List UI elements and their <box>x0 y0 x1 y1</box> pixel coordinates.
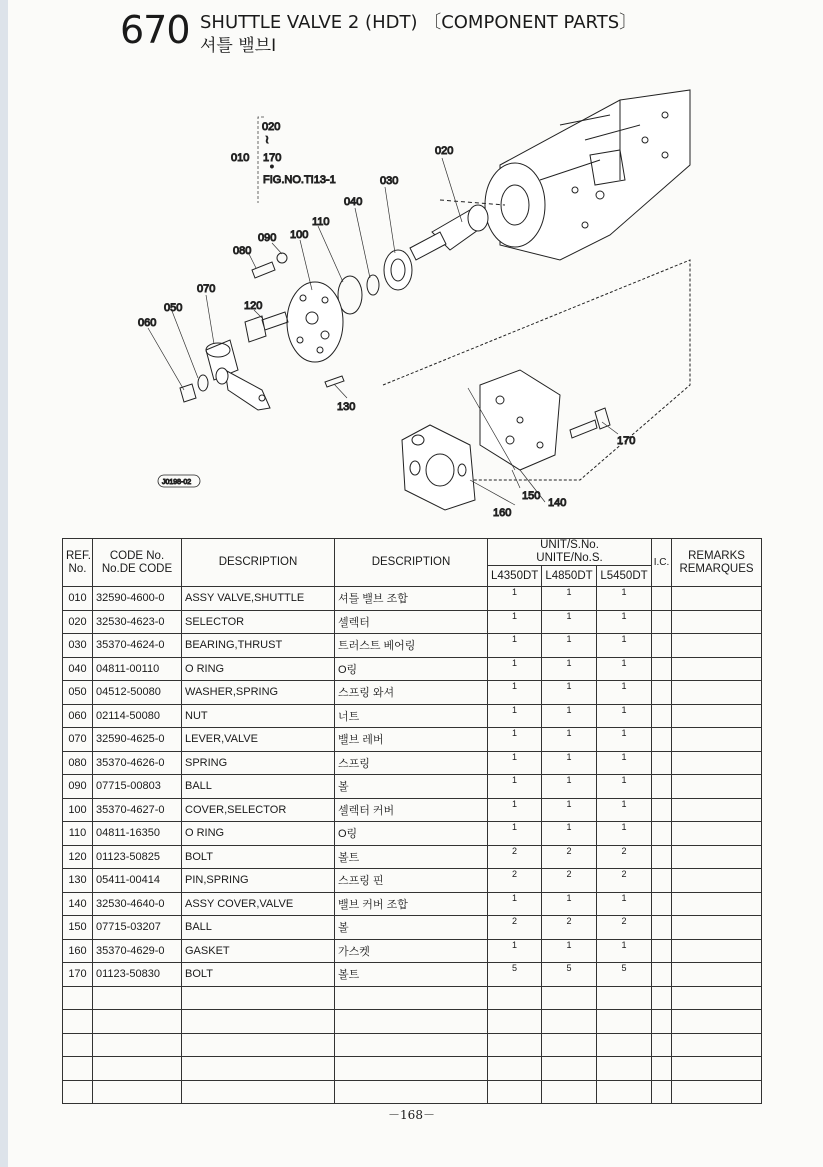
part-description-en: ASSY COVER,VALVE <box>182 892 335 916</box>
callout-020: 020 <box>435 145 454 157</box>
model-header-l4350dt: L4350DT <box>488 566 542 587</box>
empty-cell <box>335 1080 488 1104</box>
part-code: 01123-50825 <box>93 845 182 869</box>
part-ref: 130 <box>63 869 93 893</box>
callout-050: 050 <box>164 302 183 314</box>
part-description-ko: 스프링 핀 <box>335 869 488 893</box>
part-ref: 080 <box>63 751 93 775</box>
part-ref: 120 <box>63 845 93 869</box>
part-code: 32590-4600-0 <box>93 587 182 611</box>
spring-washer-drawing <box>198 375 208 391</box>
ic-cell <box>652 681 672 705</box>
code-header: CODE No. No.DE CODE <box>93 539 182 587</box>
callout-060: 060 <box>138 317 157 329</box>
qty-l5450dt: 1 <box>597 657 652 681</box>
remarks-cell <box>672 845 762 869</box>
qty-l4850dt: 1 <box>542 728 597 752</box>
remarks-cell <box>672 869 762 893</box>
part-code: 32590-4625-0 <box>93 728 182 752</box>
ic-cell <box>652 704 672 728</box>
qty-l4350dt: 2 <box>488 869 542 893</box>
ref-header: REF. No. <box>63 539 93 587</box>
empty-cell <box>672 1010 762 1034</box>
callout-040: 040 <box>344 196 363 208</box>
part-description-en: COVER,SELECTOR <box>182 798 335 822</box>
part-ref: 170 <box>63 963 93 987</box>
ic-cell <box>652 869 672 893</box>
table-row <box>63 845 762 869</box>
callout-090: 090 <box>258 232 277 244</box>
empty-cell <box>93 1033 182 1057</box>
qty-l4850dt: 1 <box>542 939 597 963</box>
part-ref: 110 <box>63 822 93 846</box>
part-description-en: PIN,SPRING <box>182 869 335 893</box>
parts-table <box>62 538 762 1104</box>
qty-l4350dt: 1 <box>488 892 542 916</box>
empty-cell <box>182 986 335 1010</box>
table-row <box>63 775 762 799</box>
part-ref: 070 <box>63 728 93 752</box>
callout-140: 140 <box>548 497 567 509</box>
qty-l4850dt: 1 <box>542 634 597 658</box>
empty-table-row <box>63 986 762 1010</box>
valve-cover-drawing <box>480 370 560 470</box>
remarks-cell <box>672 775 762 799</box>
part-ref: 020 <box>63 610 93 634</box>
qty-l5450dt: 1 <box>597 728 652 752</box>
remarks-cell <box>672 657 762 681</box>
qty-l5450dt: 2 <box>597 845 652 869</box>
part-code: 07715-00803 <box>93 775 182 799</box>
empty-table-row <box>63 1033 762 1057</box>
table-row <box>63 939 762 963</box>
part-code: 01123-50830 <box>93 963 182 987</box>
unit-header: UNIT/S.No. UNITE/No.S. <box>488 539 652 566</box>
empty-cell <box>63 986 93 1010</box>
table-row <box>63 634 762 658</box>
fig-reference: FIG.NO.TI13-1 <box>263 174 336 186</box>
qty-l5450dt: 1 <box>597 939 652 963</box>
qty-l4850dt: 1 <box>542 610 597 634</box>
qty-l5450dt: 1 <box>597 587 652 611</box>
qty-l4350dt: 2 <box>488 916 542 940</box>
bracket-dot: • <box>270 161 274 173</box>
part-code: 32530-4623-0 <box>93 610 182 634</box>
o-ring-small-drawing <box>367 275 379 295</box>
ic-cell <box>652 728 672 752</box>
part-code: 35370-4629-0 <box>93 939 182 963</box>
part-ref: 060 <box>63 704 93 728</box>
empty-cell <box>597 1010 652 1034</box>
empty-cell <box>672 1080 762 1104</box>
qty-l4350dt: 1 <box>488 798 542 822</box>
bracket-mid-label: 170 <box>263 152 282 164</box>
empty-cell <box>542 986 597 1010</box>
empty-cell <box>182 1080 335 1104</box>
part-description-en: O RING <box>182 657 335 681</box>
qty-l4850dt: 1 <box>542 775 597 799</box>
empty-cell <box>488 986 542 1010</box>
selector-drawing <box>410 205 488 260</box>
ic-header: I.C. <box>652 539 672 587</box>
empty-cell <box>488 1010 542 1034</box>
remarks-cell <box>672 963 762 987</box>
empty-cell <box>542 1033 597 1057</box>
ic-cell <box>652 587 672 611</box>
part-code: 04811-00110 <box>93 657 182 681</box>
empty-cell <box>672 1057 762 1081</box>
empty-cell <box>672 1033 762 1057</box>
part-ref: 140 <box>63 892 93 916</box>
part-description-en: WASHER,SPRING <box>182 681 335 705</box>
part-ref: 160 <box>63 939 93 963</box>
qty-l4350dt: 5 <box>488 963 542 987</box>
exploded-parts-diagram <box>0 0 823 530</box>
callout-070: 070 <box>197 283 216 295</box>
ic-cell <box>652 610 672 634</box>
spring-drawing <box>252 262 275 278</box>
empty-cell <box>182 1057 335 1081</box>
qty-l4850dt: 1 <box>542 681 597 705</box>
qty-l5450dt: 1 <box>597 775 652 799</box>
empty-cell <box>672 986 762 1010</box>
ic-cell <box>652 751 672 775</box>
ic-cell <box>652 798 672 822</box>
qty-l4350dt: 1 <box>488 728 542 752</box>
qty-l4850dt: 1 <box>542 587 597 611</box>
part-description-en: O RING <box>182 822 335 846</box>
empty-cell <box>335 986 488 1010</box>
empty-cell <box>542 1057 597 1081</box>
callout-170: 170 <box>617 435 636 447</box>
qty-l4850dt: 1 <box>542 657 597 681</box>
ic-cell <box>652 845 672 869</box>
qty-l4350dt: 1 <box>488 681 542 705</box>
callout-030: 030 <box>380 175 399 187</box>
empty-cell <box>63 1080 93 1104</box>
table-row <box>63 916 762 940</box>
callout-160: 160 <box>493 507 512 519</box>
empty-cell <box>652 1080 672 1104</box>
empty-cell <box>652 986 672 1010</box>
qty-l5450dt: 1 <box>597 610 652 634</box>
part-ref: 050 <box>63 681 93 705</box>
page-number: －168－ <box>388 1108 435 1122</box>
empty-cell <box>488 1033 542 1057</box>
remarks-cell <box>672 892 762 916</box>
part-description-ko: 볼 <box>335 916 488 940</box>
page-title: SHUTTLE VALVE 2 (HDT) 〔COMPONENT PARTS〕 <box>200 12 638 33</box>
part-description-ko: 셔틀 밸브 조합 <box>335 587 488 611</box>
part-description-en: ASSY VALVE,SHUTTLE <box>182 587 335 611</box>
description-en-header: DESCRIPTION <box>182 539 335 587</box>
qty-l4350dt: 1 <box>488 751 542 775</box>
part-description-en: BALL <box>182 916 335 940</box>
part-description-ko: 볼트 <box>335 845 488 869</box>
table-row <box>63 704 762 728</box>
callout-110: 110 <box>312 216 330 228</box>
callout-080: 080 <box>233 245 252 257</box>
qty-l4850dt: 1 <box>542 704 597 728</box>
drawing-code: J0198-02 <box>162 479 192 486</box>
remarks-cell <box>672 939 762 963</box>
empty-cell <box>63 1033 93 1057</box>
empty-cell <box>488 1080 542 1104</box>
part-description-ko: 스프링 와셔 <box>335 681 488 705</box>
qty-l5450dt: 1 <box>597 822 652 846</box>
qty-l4350dt: 1 <box>488 587 542 611</box>
empty-cell <box>597 1057 652 1081</box>
qty-l4350dt: 1 <box>488 775 542 799</box>
part-ref: 010 <box>63 587 93 611</box>
empty-cell <box>63 1057 93 1081</box>
empty-cell <box>652 1057 672 1081</box>
remarks-cell <box>672 916 762 940</box>
empty-cell <box>597 1080 652 1104</box>
callout-130: 130 <box>337 401 356 413</box>
empty-cell <box>597 986 652 1010</box>
part-description-en: NUT <box>182 704 335 728</box>
empty-cell <box>182 1033 335 1057</box>
table-row <box>63 798 762 822</box>
part-code: 04512-50080 <box>93 681 182 705</box>
part-ref: 100 <box>63 798 93 822</box>
empty-cell <box>63 1010 93 1034</box>
qty-l4350dt: 2 <box>488 845 542 869</box>
ic-cell <box>652 775 672 799</box>
part-description-en: GASKET <box>182 939 335 963</box>
model-header-l4850dt: L4850DT <box>542 566 597 587</box>
empty-cell <box>93 1010 182 1034</box>
qty-l5450dt: 1 <box>597 798 652 822</box>
remarks-cell <box>672 704 762 728</box>
ic-cell <box>652 939 672 963</box>
remarks-cell <box>672 634 762 658</box>
valve-housing-drawing <box>440 90 690 260</box>
thrust-bearing-drawing <box>384 250 412 290</box>
part-ref: 090 <box>63 775 93 799</box>
qty-l5450dt: 1 <box>597 751 652 775</box>
part-description-ko: O링 <box>335 657 488 681</box>
part-description-en: LEVER,VALVE <box>182 728 335 752</box>
table-row <box>63 657 762 681</box>
table-row <box>63 587 762 611</box>
callout-150: 150 <box>522 490 541 502</box>
qty-l5450dt: 2 <box>597 869 652 893</box>
remarks-cell <box>672 587 762 611</box>
part-description-ko: 볼 <box>335 775 488 799</box>
ic-cell <box>652 963 672 987</box>
part-description-en: SPRING <box>182 751 335 775</box>
gasket-drawing <box>402 425 475 510</box>
valve-lever-drawing <box>206 340 270 410</box>
qty-l4850dt: 2 <box>542 916 597 940</box>
qty-l5450dt: 1 <box>597 704 652 728</box>
qty-l4350dt: 1 <box>488 610 542 634</box>
qty-l4850dt: 1 <box>542 822 597 846</box>
remarks-cell <box>672 610 762 634</box>
part-ref: 030 <box>63 634 93 658</box>
part-description-ko: 밸브 커버 조합 <box>335 892 488 916</box>
empty-cell <box>335 1057 488 1081</box>
ball-drawing <box>277 253 287 263</box>
description-ko-header: DESCRIPTION <box>335 539 488 587</box>
remarks-cell <box>672 798 762 822</box>
part-description-ko: 밸브 레버 <box>335 728 488 752</box>
part-description-ko: 볼트 <box>335 963 488 987</box>
qty-l4350dt: 1 <box>488 704 542 728</box>
qty-l4850dt: 1 <box>542 798 597 822</box>
part-description-en: BEARING,THRUST <box>182 634 335 658</box>
table-row <box>63 822 762 846</box>
remarks-cell <box>672 751 762 775</box>
qty-l4350dt: 1 <box>488 822 542 846</box>
part-ref: 040 <box>63 657 93 681</box>
part-code: 02114-50080 <box>93 704 182 728</box>
table-row <box>63 728 762 752</box>
empty-table-row <box>63 1010 762 1034</box>
table-row <box>63 751 762 775</box>
empty-cell <box>488 1057 542 1081</box>
empty-table-row <box>63 1057 762 1081</box>
part-description-ko: 셀렉터 <box>335 610 488 634</box>
table-row <box>63 869 762 893</box>
ic-cell <box>652 634 672 658</box>
qty-l4850dt: 2 <box>542 869 597 893</box>
table-row <box>63 681 762 705</box>
part-description-ko: O링 <box>335 822 488 846</box>
qty-l4350dt: 1 <box>488 939 542 963</box>
part-description-en: BOLT <box>182 963 335 987</box>
model-header-l5450dt: L5450DT <box>597 566 652 587</box>
empty-cell <box>652 1010 672 1034</box>
qty-l4850dt: 1 <box>542 751 597 775</box>
empty-cell <box>335 1010 488 1034</box>
page-subtitle: 셔틀 밸브Ⅰ <box>200 36 277 56</box>
empty-cell <box>652 1033 672 1057</box>
remarks-cell <box>672 681 762 705</box>
part-description-en: SELECTOR <box>182 610 335 634</box>
qty-l5450dt: 1 <box>597 681 652 705</box>
bracket-top-label: 020 <box>262 121 281 133</box>
callout-100: 100 <box>290 229 309 241</box>
spring-pin-drawing <box>325 376 344 387</box>
part-code: 05411-00414 <box>93 869 182 893</box>
part-code: 35370-4624-0 <box>93 634 182 658</box>
part-description-ko: 스프링 <box>335 751 488 775</box>
callout-120: 120 <box>244 300 263 312</box>
callout-010: 010 <box>231 152 250 164</box>
qty-l4850dt: 5 <box>542 963 597 987</box>
qty-l4350dt: 1 <box>488 657 542 681</box>
part-description-en: BALL <box>182 775 335 799</box>
section-number: 670 <box>120 8 190 52</box>
ic-cell <box>652 916 672 940</box>
empty-cell <box>335 1033 488 1057</box>
empty-cell <box>597 1033 652 1057</box>
part-code: 04811-16350 <box>93 822 182 846</box>
qty-l5450dt: 2 <box>597 916 652 940</box>
bracket-tilde: ≀ <box>265 134 270 146</box>
bolt-drawing <box>245 312 288 342</box>
qty-l4350dt: 1 <box>488 634 542 658</box>
part-description-en: BOLT <box>182 845 335 869</box>
table-row <box>63 963 762 987</box>
part-code: 35370-4626-0 <box>93 751 182 775</box>
part-code: 32530-4640-0 <box>93 892 182 916</box>
qty-l4850dt: 1 <box>542 892 597 916</box>
selector-cover-drawing <box>287 282 343 362</box>
part-description-ko: 가스켓 <box>335 939 488 963</box>
empty-cell <box>542 1010 597 1034</box>
remarks-cell <box>672 728 762 752</box>
empty-cell <box>93 986 182 1010</box>
table-row <box>63 610 762 634</box>
cover-bolt-drawing <box>570 408 610 438</box>
part-ref: 150 <box>63 916 93 940</box>
qty-l5450dt: 1 <box>597 892 652 916</box>
qty-l4850dt: 2 <box>542 845 597 869</box>
part-description-ko: 트러스트 베어링 <box>335 634 488 658</box>
qty-l5450dt: 1 <box>597 634 652 658</box>
table-row <box>63 892 762 916</box>
part-description-ko: 셀렉터 커버 <box>335 798 488 822</box>
empty-cell <box>182 1010 335 1034</box>
qty-l5450dt: 5 <box>597 963 652 987</box>
ic-cell <box>652 657 672 681</box>
ic-cell <box>652 822 672 846</box>
ic-cell <box>652 892 672 916</box>
part-code: 07715-03207 <box>93 916 182 940</box>
empty-table-row <box>63 1080 762 1104</box>
part-code: 35370-4627-0 <box>93 798 182 822</box>
empty-cell <box>542 1080 597 1104</box>
remarks-header: REMARKS REMARQUES <box>672 539 762 587</box>
empty-cell <box>93 1080 182 1104</box>
remarks-cell <box>672 822 762 846</box>
empty-cell <box>93 1057 182 1081</box>
part-description-ko: 너트 <box>335 704 488 728</box>
